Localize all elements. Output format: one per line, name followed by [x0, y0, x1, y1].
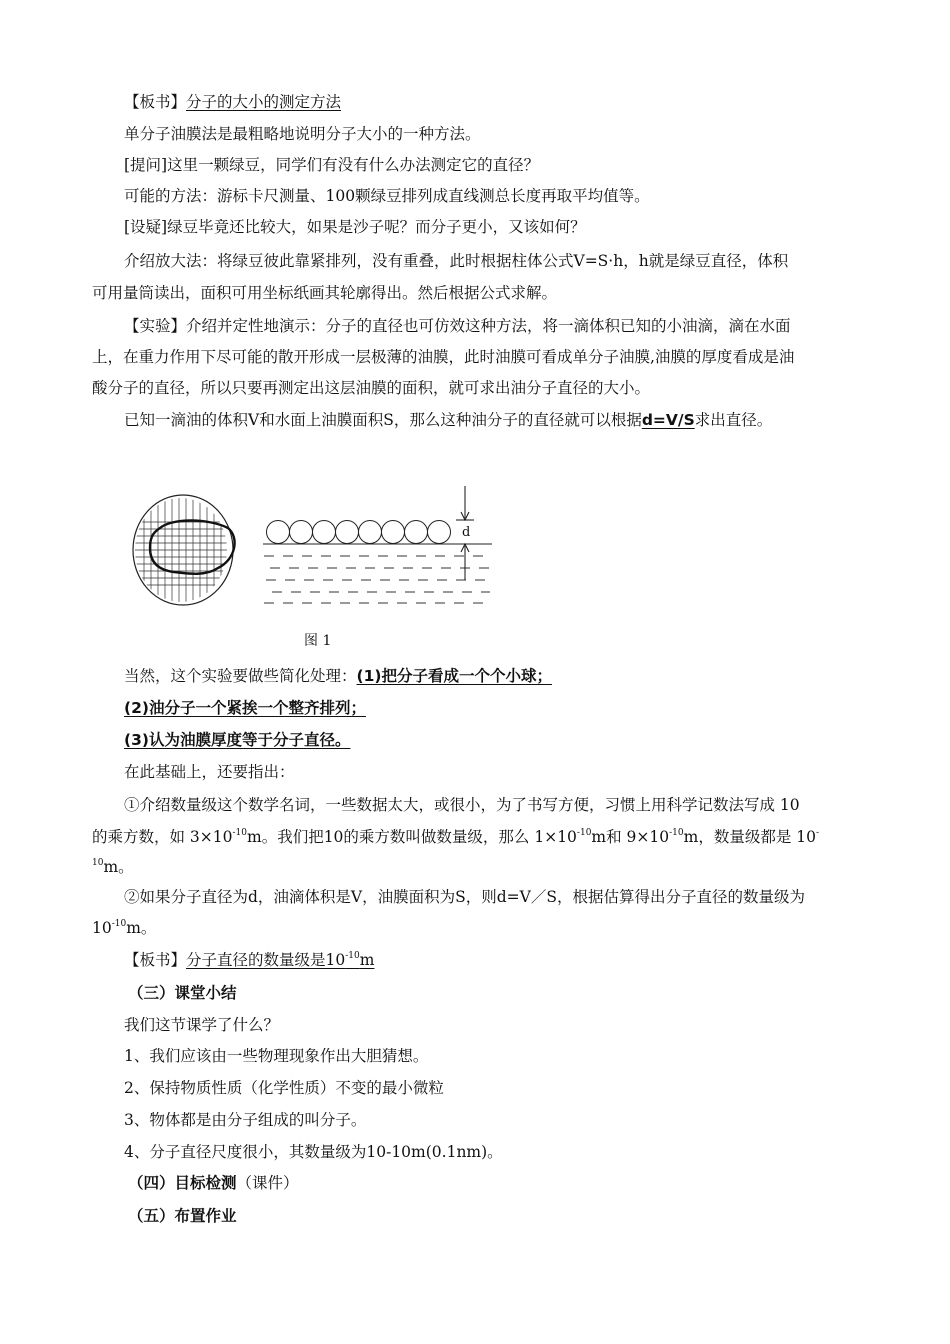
magnitude-text: m，数量级都是 10 [683, 828, 816, 846]
blackboard-tag: 【板书】 [124, 93, 187, 111]
magnitude-line [92, 827, 819, 847]
exponent: 10 [92, 858, 104, 868]
experiment-line: 【实验】介绍并定性地演示：分子的直径也可仿效这种方法，将一滴体积已知的小油滴，滴在水面 [124, 317, 791, 335]
question-line: [提问]这里一颗绿豆，同学们有没有什么办法测定它的直径？ [124, 156, 540, 174]
question-line: [设疑]绿豆毕竟还比较大，如果是沙子呢？而分子更小，又该如何？ [124, 218, 586, 236]
formula-line-text: 已知一滴油的体积V和水面上油膜面积S，那么这种油分子的直径就可以根据 [124, 411, 642, 429]
formula-line [124, 410, 772, 430]
paragraph-line: 可用量筒读出，面积可用坐标纸画其轮廓得出。然后根据公式求解。 [92, 284, 558, 302]
blackboard-line-2 [124, 950, 374, 970]
magnitude-text: m。我们把10的乘方数叫做数量级，那么 1×10 [247, 828, 577, 846]
blackboard-magnitude-text: 分子直径的数量级是10 [186, 951, 346, 969]
simplification-3: (3)认为油膜厚度等于分子直径。 [124, 731, 351, 749]
paragraph-line: 介绍放大法：将绿豆彼此靠紧排列，没有重叠，此时根据柱体公式V=S·h，h就是绿豆直径，体积 [124, 252, 789, 270]
diameter-label: d [462, 525, 471, 540]
paragraph-line: 上，在重力作用下尽可能的散开形成一层极薄的油膜，此时油膜可看成单分子油膜,油膜的厚度看成是油 [92, 348, 795, 366]
blackboard-heading: 分子的大小的测定方法 [186, 93, 342, 111]
water-lines [264, 556, 490, 603]
magnitude-text: 的乘方数，如 3×10 [92, 828, 233, 846]
section-heading-note: （课件） [236, 1174, 299, 1192]
blackboard-line-1 [124, 92, 341, 112]
exponent: -10 [345, 951, 360, 961]
formula-line-text-end: 求出直径。 [694, 411, 773, 429]
summary-item: 3、物体都是由分子组成的叫分子。 [124, 1111, 367, 1129]
section-heading-homework: （五）布置作业 [128, 1207, 237, 1225]
simplification-1: (1)把分子看成一个个小球； [356, 667, 552, 685]
summary-item: 1、我们应该由一些物理现象作出大胆猜想。 [124, 1047, 429, 1065]
exponent: -10 [111, 919, 127, 929]
paragraph-line: 我们这节课学了什么？ [124, 1016, 280, 1034]
magnitude-text: m。 [126, 919, 157, 937]
formula-d-v-s: d=V/S [641, 411, 695, 429]
magnitude-text: m和 9×10 [591, 828, 670, 846]
section-heading-text: （四）目标检测 [128, 1174, 237, 1192]
magnitude-text: m。 [103, 858, 134, 876]
paragraph-line: 酸分子的直径，所以只要再测定出这层油膜的面积，就可求出油分子直径的大小。 [92, 379, 651, 397]
magnitude-line-end [92, 857, 134, 877]
magnitude-value-line [92, 918, 156, 938]
exponent: -10 [576, 828, 592, 838]
paragraph-line: 可能的方法：游标卡尺测量、100颗绿豆排列成直线测总长度再取平均值等。 [124, 187, 650, 205]
blackboard-tag: 【板书】 [124, 951, 187, 969]
grid-dish [130, 492, 235, 612]
exponent: - [815, 828, 820, 838]
section-heading-summary: （三）课堂小结 [128, 984, 237, 1002]
summary-item: 2、保持物质性质（化学性质）不变的最小微粒 [124, 1079, 444, 1097]
oil-film-figure [120, 484, 500, 614]
simplification-intro: 当然，这个实验要做些简化处理： [124, 667, 357, 685]
unit: m [359, 951, 375, 969]
magnitude-text: 10 [92, 919, 112, 937]
simplification-line [124, 666, 552, 686]
paragraph-line: 单分子油膜法是最粗略地说明分子大小的一种方法。 [124, 125, 481, 143]
paragraph-line: ②如果分子直径为d，油滴体积是V，油膜面积为S，则d=V／S，根据估算得出分子直径的数量级为 [124, 888, 805, 906]
blackboard-magnitude [186, 951, 374, 969]
paragraph-line: ①介绍数量级这个数学名词，一些数据太大，或很小，为了书写方便，习惯上用科学记数法写成 10 [124, 796, 800, 814]
simplification-2: (2)油分子一个紧挨一个整齐排列； [124, 699, 366, 717]
exponent: -10 [232, 828, 247, 838]
section-heading-assessment [128, 1173, 299, 1193]
paragraph-line: 在此基础上，还要指出： [124, 763, 295, 781]
figure-caption: 图 1 [304, 633, 332, 649]
exponent: -10 [669, 828, 684, 838]
summary-item: 4、分子直径尺度很小，其数量级为10-10m(0.1nm)。 [124, 1143, 503, 1161]
molecule-row [267, 521, 451, 544]
